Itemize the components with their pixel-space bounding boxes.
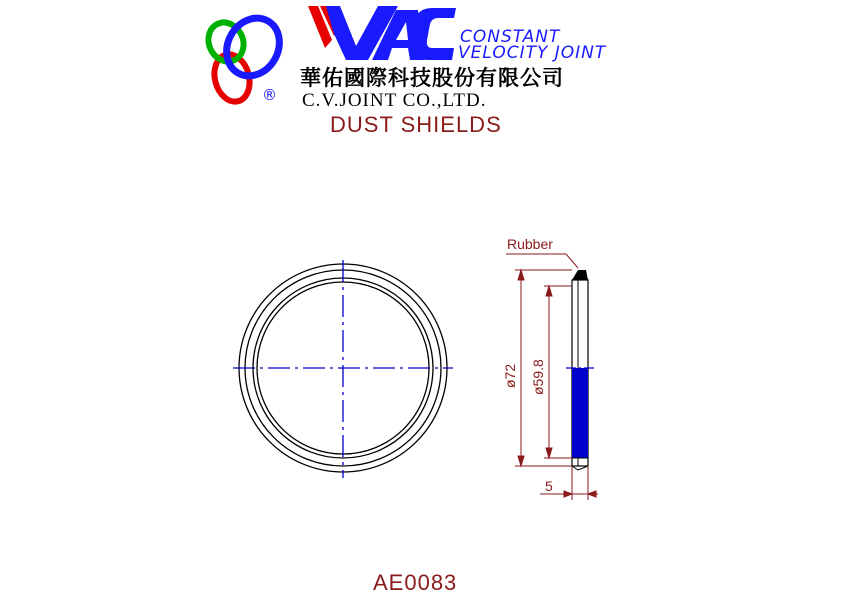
front-view-centerlines bbox=[233, 260, 453, 478]
tagline-line-2: VELOCITY JOINT bbox=[458, 43, 607, 63]
company-chinese-name: 華佑國際科技股份有限公司 bbox=[300, 65, 564, 90]
dim-thickness-label: 5 bbox=[545, 478, 553, 494]
section-fill bbox=[572, 368, 588, 458]
side-section-view bbox=[566, 270, 596, 470]
dim-outer-diameter-label: ø72 bbox=[502, 363, 518, 388]
registered-mark: ® bbox=[262, 86, 277, 104]
tagline-line-1: CONSTANT bbox=[460, 27, 561, 47]
dim-inner-diameter-lines bbox=[544, 286, 572, 458]
drawing-title: DUST SHIELDS bbox=[330, 112, 502, 137]
company-english-name: C.V.JOINT CO.,LTD. bbox=[302, 90, 487, 111]
dim-inner-diameter-label: ø59.8 bbox=[530, 359, 546, 395]
rubber-callout bbox=[506, 254, 578, 268]
part-number: AE0083 bbox=[373, 570, 458, 595]
rubber-callout-label: Rubber bbox=[507, 236, 553, 252]
